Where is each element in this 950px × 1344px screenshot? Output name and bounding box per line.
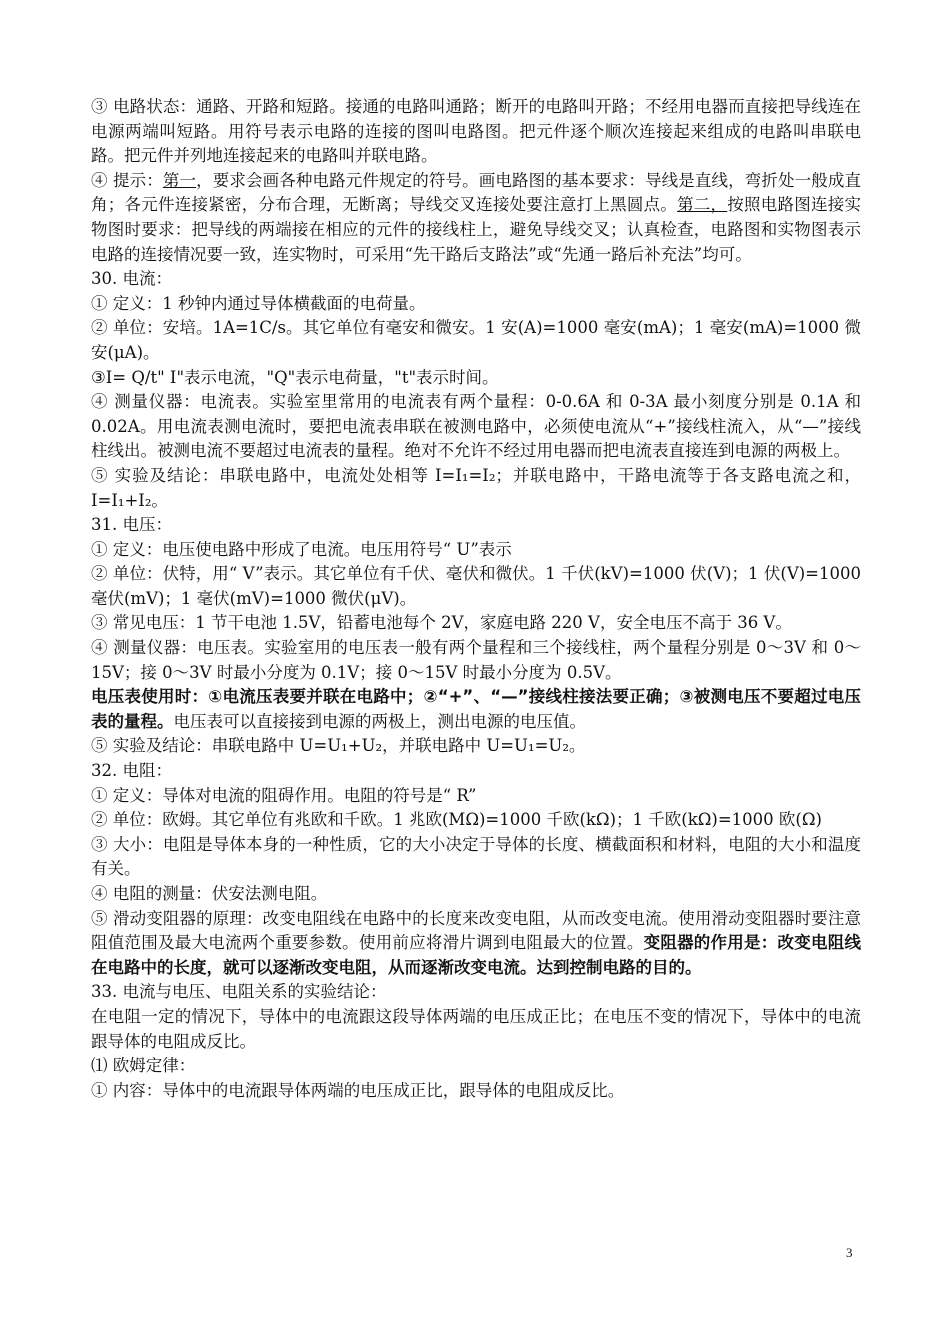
paragraph-circuit-states: ③ 电路状态：通路、开路和短路。接通的电路叫通路；断开的电路叫开路；不经用电器而直接把导线连在电源两端叫短路。用符号表示电路的连接的图叫电路图。把元件逐个顺次连接起来组成的电路叫串联电路。把元件并列地连接起来的电路叫并联电路。 [91, 97, 861, 166]
rheostat-principle [91, 907, 861, 981]
heading-voltage: 31. 电压： [91, 515, 172, 535]
second-underlined: 第二， [677, 195, 728, 215]
current-unit: ② 单位：安培。1A=1C/s。其它单位有毫安和微安。1 安(A)=1000 毫安(mA)；1 毫安(mA)=1000 微安(μA)。 [91, 318, 861, 362]
paragraph-tips [91, 169, 861, 267]
document-body [91, 95, 861, 1103]
tips-label: ④ 提示： [91, 170, 163, 190]
voltage-common: ③ 常见电压：1 节干电池 1.5V，铅蓄电池每个 2V，家庭电路 220 V，安全电压不高于 36 V。 [91, 613, 792, 633]
relation-conclusion: 在电阻一定的情况下，导体中的电流跟这段导体两端的电压成正比；在电压不变的情况下，导体中的电流跟导体的电阻成反比。 [91, 1006, 861, 1051]
current-conclusion: ⑤ 实验及结论：串联电路中，电流处处相等 I=I₁=I₂；并联电路中，干路电流等于各支路电流之和，I=I₁+I₂。 [91, 465, 861, 510]
voltage-conclusion: ⑤ 实验及结论：串联电路中 U=U₁+U₂，并联电路中 U=U₁=U₂。 [91, 736, 586, 756]
heading-current: 30. 电流： [91, 269, 172, 289]
current-instrument: ④ 测量仪器：电流表。实验室里常用的电流表有两个量程：0-0.6A 和 0-3A 最小刻度分别是 0.1A 和 0.02A。用电流表测电流时，要把电流表串联在被测电路中，必须使电流从“+”接线柱流入，从“—”接线柱线出。被测电流不要超过电流表的量程。绝对不允许不经过用电器而把电流表直接连到电源的两极上。 [91, 392, 861, 461]
ohm-law-heading: ⑴ 欧姆定律： [91, 1056, 196, 1076]
resistance-unit: ② 单位：欧姆。其它单位有兆欧和千欧。1 兆欧(MΩ)=1000 千欧(kΩ)；1 千欧(kΩ)=1000 欧(Ω) [91, 810, 822, 830]
resistance-definition: ① 定义：导体对电流的阻碍作用。电阻的符号是“ R” [91, 785, 477, 805]
heading-relation: 33. 电流与电压、电阻关系的实验结论： [91, 982, 387, 1002]
rheostat-text: ⑤ 滑动变阻器的原理：改变电阻线在电路中的长度来改变电阻，从而改变电流。使用滑动变阻器时要注意阻值范围及最大电流两个重要参数。使用前应将滑片调到电阻最大的位置。 [91, 908, 861, 953]
voltmeter-usage-rest: 电压表可以直接接到电源的两极上，测出电源的电压值。 [173, 711, 586, 731]
heading-resistance: 32. 电阻： [91, 761, 172, 781]
current-formula: ③I= Q/t" I"表示电流，"Q"表示电荷量，"t"表示时间。 [91, 367, 499, 387]
voltmeter-usage-bold: 电压表使用时：①电流压表要并联在电路中；②“+”、“—”接线柱接法要正确；③被测电压不要超过电压表的量程。 [91, 687, 861, 731]
ohm-law-content: ① 内容：导体中的电流跟导体两端的电压成正比，跟导体的电阻成反比。 [91, 1080, 625, 1100]
resistance-measure: ④ 电阻的测量：伏安法测电阻。 [91, 884, 328, 903]
tips-first: ，要求会画各种电路元件规定的符号。画电路图的基本要求：导线是直线，弯折处一般成直角；各元件连接紧密，分布合理，无断离；导线交叉连接处要注意打上黑圆点。 [91, 170, 861, 215]
voltmeter-usage [91, 685, 861, 734]
voltage-instrument: ④ 测量仪器：电压表。实验室用的电压表一般有两个量程和三个接线柱，两个量程分别是 0～3V 和 0～15V；接 0～3V 时最小分度为 0.1V；接 0～15V 时最小分度为 0.5V。 [91, 638, 861, 682]
resistance-size: ③ 大小：电阻是导体本身的一种性质，它的大小决定于导体的长度、横截面积和材料，电阻的大小和温度有关。 [91, 834, 861, 879]
page-number: 3 [846, 1245, 853, 1260]
voltage-unit: ② 单位：伏特，用“ V”表示。其它单位有千伏、毫伏和微伏。1 千伏(kV)=1000 伏(V)；1 伏(V)=1000 毫伏(mV)；1 毫伏(mV)=1000 微伏(μV)。 [91, 564, 861, 608]
current-definition: ① 定义：1 秒钟内通过导体横截面的电荷量。 [91, 293, 426, 313]
rheostat-bold: 变阻器的作用是：改变电阻线在电路中的长度，就可以逐渐改变电阻，从而逐渐改变电流。达到控制电路的目的。 [91, 933, 862, 977]
first-underlined: 第一 [162, 170, 197, 190]
voltage-definition: ① 定义：电压使电路中形成了电流。电压用符号“ U”表示 [91, 539, 512, 559]
tips-second: 按照电路图连接实物图时要求：把导线的两端接在相应的元件的接线柱上，避免导线交叉；认真检查，电路图和实物图表示电路的连接情况要一致，连实物时，可采用“先干路后支路法”或“先通一路后补充法”均可。 [91, 195, 862, 264]
